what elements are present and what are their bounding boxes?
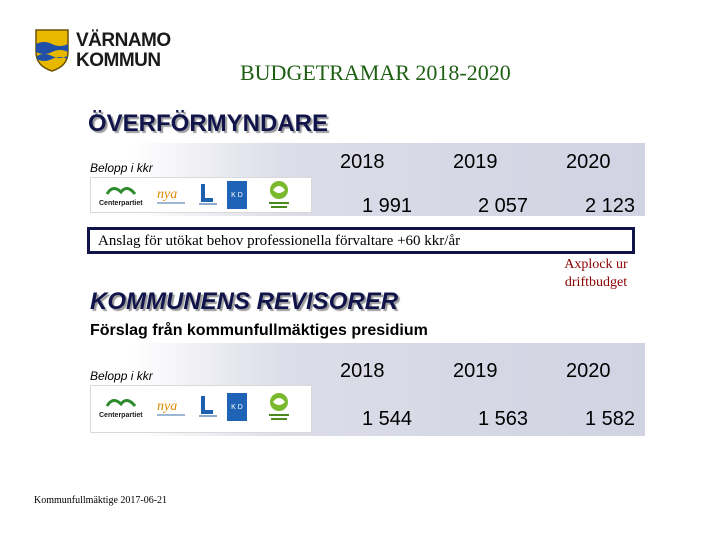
belopp-label-2: Belopp i kkr — [90, 369, 153, 383]
section-heading-revisorer: KOMMUNENS REVISORER — [90, 288, 399, 315]
year-2018-header-1: 2018 — [340, 151, 385, 173]
value-2020-1: 2 123 — [585, 195, 636, 217]
logo-text-line2: KOMMUN — [76, 50, 161, 71]
miljopartiet-logo-icon — [261, 180, 297, 210]
value-2018-2: 1 544 — [362, 408, 413, 430]
logo-text-line1: VÄRNAMO — [76, 30, 171, 51]
centerpartiet-logo-icon — [97, 394, 147, 420]
page-title: BUDGETRAMAR 2018-2020 — [240, 60, 511, 85]
coat-of-arms-icon — [34, 28, 70, 72]
kristdemokraterna-logo-icon — [227, 393, 247, 421]
footer-date: Kommunfullmäktige 2017-06-21 — [34, 495, 168, 506]
party-logos-strip — [90, 177, 312, 213]
nya-moderaterna-logo-icon — [153, 180, 189, 208]
nya-logo-text-2: nya — [157, 399, 178, 414]
miljopartiet-logo-icon — [261, 392, 297, 422]
nya-moderaterna-logo-icon — [153, 392, 189, 420]
year-2018-header-2: 2018 — [340, 360, 385, 382]
year-2020-header-1: 2020 — [566, 151, 611, 173]
value-2019-1: 2 057 — [478, 195, 529, 217]
section-heading-overformyndare: ÖVERFÖRMYNDARE — [88, 110, 329, 137]
section-subheading: Förslag från kommunfullmäktiges presidium — [90, 322, 428, 339]
kristdemokraterna-logo-icon — [227, 181, 247, 209]
varnamo-kommun-logo — [34, 28, 184, 74]
year-2020-header-2: 2020 — [566, 360, 611, 382]
axplock-label — [548, 256, 644, 292]
note-box — [87, 227, 635, 254]
centerpartiet-logo-icon — [97, 182, 147, 208]
year-2019-header-2: 2019 — [453, 360, 498, 382]
party-logos-strip-2 — [90, 385, 312, 433]
kd-logo-text-2: K D — [231, 404, 243, 411]
centerpartiet-text: Centerpartiet — [99, 200, 143, 207]
note-text: Anslag för utökat behov professionella förvaltare +60 kkr/år — [98, 233, 461, 249]
value-2019-2: 1 563 — [478, 408, 529, 430]
value-2020-2: 1 582 — [585, 408, 636, 430]
year-2019-header-1: 2019 — [453, 151, 498, 173]
liberalerna-logo-icon — [197, 394, 219, 420]
value-2018-1: 1 991 — [362, 195, 413, 217]
nya-logo-text: nya — [157, 187, 178, 202]
centerpartiet-text-2: Centerpartiet — [99, 412, 143, 419]
axplock-line1: Axplock ur — [564, 257, 628, 272]
axplock-line2: driftbudget — [564, 275, 628, 290]
liberalerna-logo-icon — [197, 182, 219, 208]
belopp-label-1: Belopp i kkr — [90, 161, 153, 175]
kd-logo-text: K D — [231, 192, 243, 199]
